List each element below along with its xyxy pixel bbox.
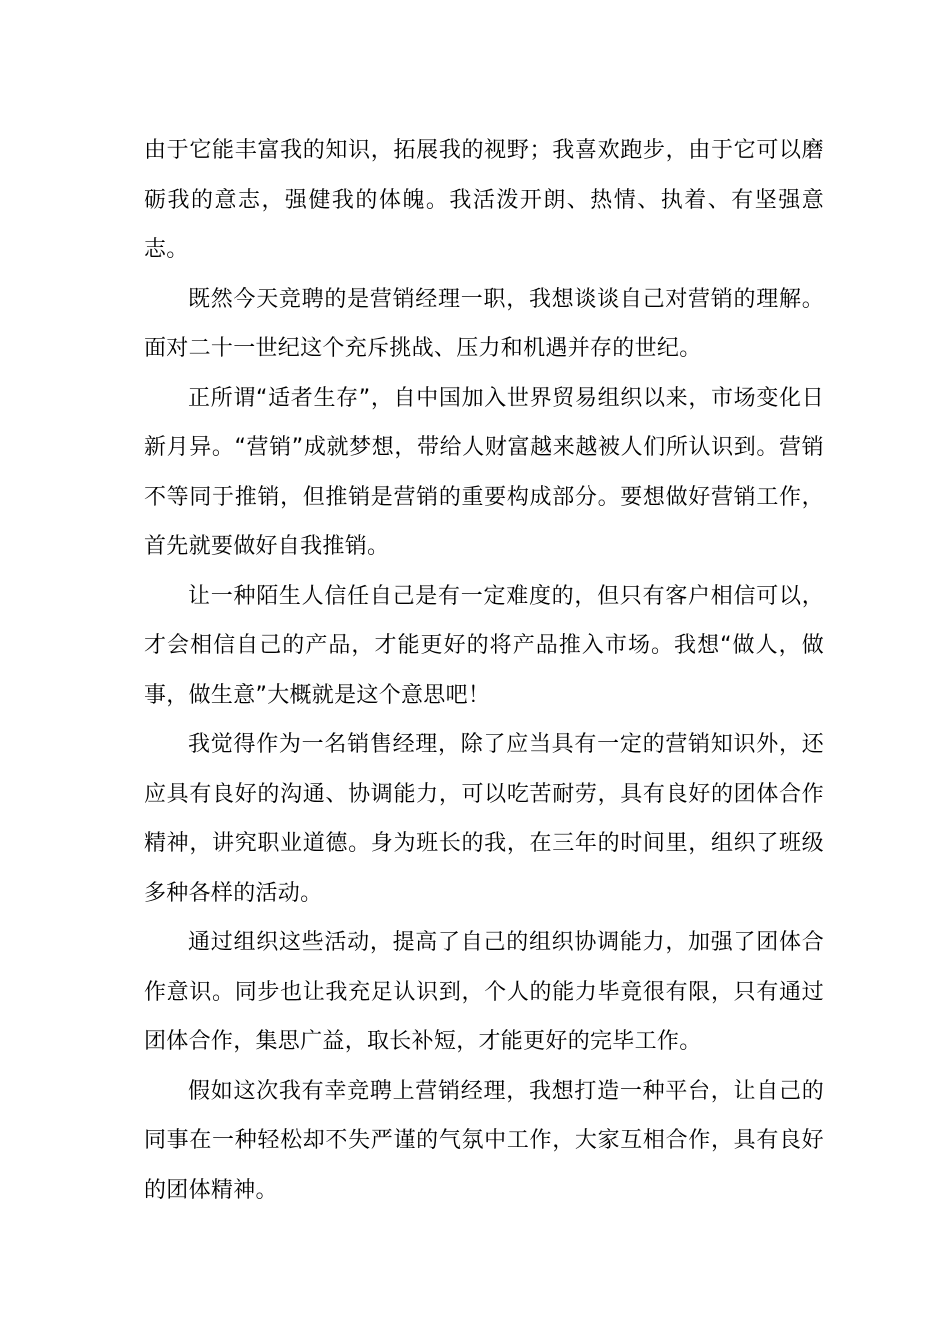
paragraph-7: 假如这次我有幸竞聘上营销经理，我想打造一种平台，让自己的同事在一种轻松却不失严谨的气氛中工作，大家互相合作，具有良好的团体精神。 xyxy=(144,1078,824,1203)
document-body xyxy=(144,126,824,1215)
paragraph-5: 我觉得作为一名销售经理，除了应当具有一定的营销知识外，还应具有良好的沟通、协调能力，可以吃苦耐劳，具有良好的团体合作精神，讲究职业道德。身为班长的我，在三年的时间里，组织了班级多种各样的活动。 xyxy=(144,732,824,906)
paragraph-1: 由于它能丰富我的知识，拓展我的视野；我喜欢跑步，由于它可以磨砺我的意志，强健我的体魄。我活泼开朗、热情、执着、有坚强意志。 xyxy=(144,138,824,262)
paragraph-3: 正所谓“适者生存”，自中国加入世界贸易组织以来，市场变化日新月异。“营销”成就梦想，带给人财富越来越被人们所认识到。营销不等同于推销，但推销是营销的重要构成部分。要想做好营销工作，首先就要做好自我推销。 xyxy=(144,385,824,559)
paragraph-6: 通过组织这些活动，提高了自己的组织协调能力，加强了团体合作意识。同步也让我充足认识到，个人的能力毕竟很有限，只有通过团体合作，集思广益，取长补短，才能更好的完毕工作。 xyxy=(144,930,824,1054)
paragraph-4: 让一种陌生人信任自己是有一定难度的，但只有客户相信可以，才会相信自己的产品，才能更好的将产品推入市场。我想“做人，做事，做生意”大概就是这个意思吧！ xyxy=(144,583,824,708)
paragraph-2: 既然今天竞聘的是营销经理一职，我想谈谈自己对营销的理解。面对二十一世纪这个充斥挑战、压力和机遇并存的世纪。 xyxy=(144,286,824,361)
